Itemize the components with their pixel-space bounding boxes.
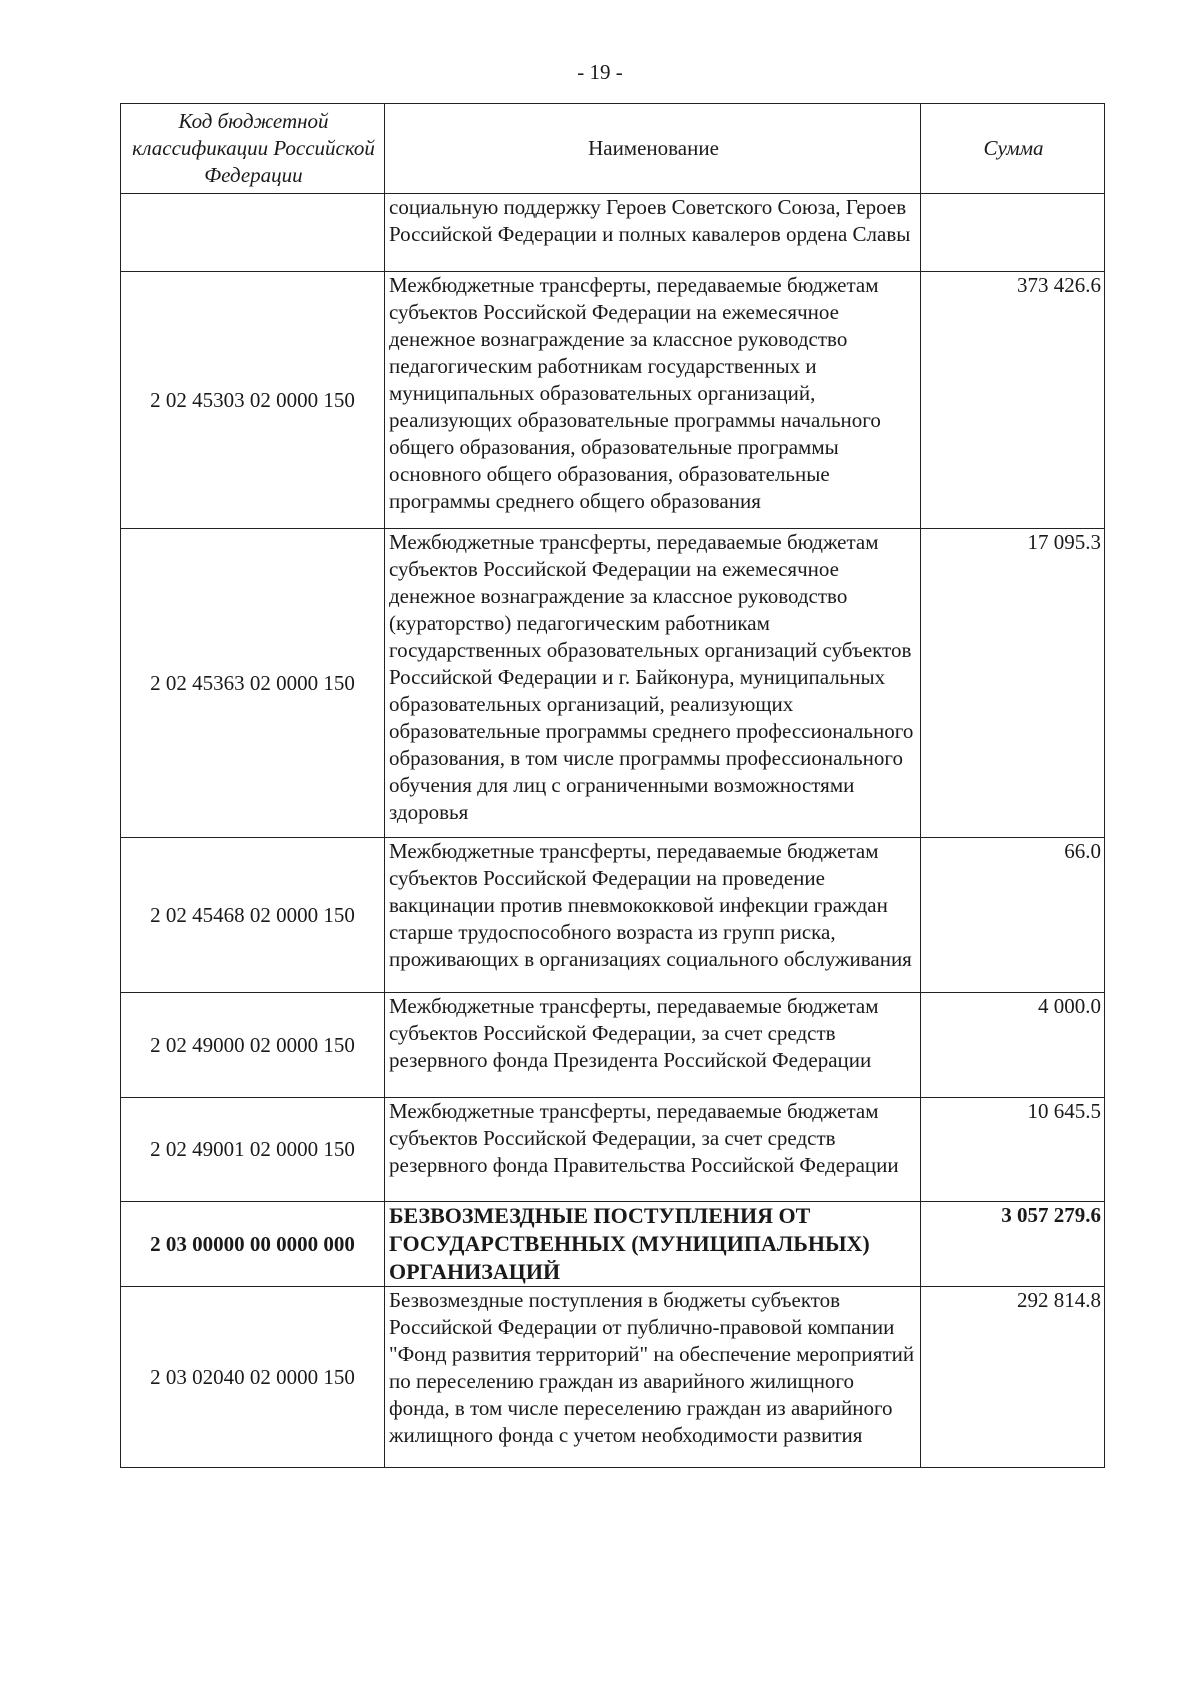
cell-sum: 17 095.3: [921, 529, 1105, 838]
budget-table: [120, 103, 1105, 1468]
cell-code: 2 02 45303 02 0000 150: [121, 272, 385, 529]
table-row: [121, 1287, 1105, 1468]
cell-code: [121, 194, 385, 272]
cell-name: Безвозмездные поступления в бюджеты субъектов Российской Федерации от публично-правовой компании "Фонд развития территорий" на обеспечение мероприятий по переселению граждан из аварийного жилищного фонда, в том числе переселению граждан из аварийного жилищного фонда с учетом необходимости развития: [385, 1287, 921, 1468]
cell-name: БЕЗВОЗМЕЗДНЫЕ ПОСТУПЛЕНИЯ ОТ ГОСУДАРСТВЕННЫХ (МУНИЦИПАЛЬНЫХ) ОРГАНИЗАЦИЙ: [385, 1202, 921, 1287]
table-row: [121, 993, 1105, 1098]
cell-name: социальную поддержку Героев Советского Союза, Героев Российской Федерации и полных кавалеров ордена Славы: [385, 194, 921, 272]
cell-code: 2 03 02040 02 0000 150: [121, 1287, 385, 1468]
cell-name: Межбюджетные трансферты, передаваемые бюджетам субъектов Российской Федерации на проведение вакцинации против пневмококковой инфекции граждан старше трудоспособного возраста из групп риска, проживающих в организациях социального обслуживания: [385, 838, 921, 993]
cell-code: 2 02 45468 02 0000 150: [121, 838, 385, 993]
table-row: [121, 1098, 1105, 1202]
cell-code: 2 03 00000 00 0000 000: [121, 1202, 385, 1287]
table-row: [121, 1202, 1105, 1287]
cell-sum: 66.0: [921, 838, 1105, 993]
header-sum: Сумма: [921, 104, 1105, 194]
cell-sum: 10 645.5: [921, 1098, 1105, 1202]
cell-sum: 292 814.8: [921, 1287, 1105, 1468]
cell-code: 2 02 49000 02 0000 150: [121, 993, 385, 1098]
cell-name: Межбюджетные трансферты, передаваемые бюджетам субъектов Российской Федерации, за счет средств резервного фонда Правительства Российской Федерации: [385, 1098, 921, 1202]
cell-sum: [921, 194, 1105, 272]
table-row: [121, 194, 1105, 272]
cell-name: Межбюджетные трансферты, передаваемые бюджетам субъектов Российской Федерации на ежемесячное денежное вознаграждение за классное руководство (кураторство) педагогическим работникам государственных образовательных организаций субъектов Российской Федерации и г. Байконура, муниципальных образовательных организаций, реализующих образовательные программы среднего профессионального образования, в том числе программы профессионального обучения для лиц с ограниченными возможностями здоровья: [385, 529, 921, 838]
table-header-row: [121, 104, 1105, 194]
page-number: - 19 -: [577, 60, 623, 84]
cell-code: 2 02 49001 02 0000 150: [121, 1098, 385, 1202]
cell-name: Межбюджетные трансферты, передаваемые бюджетам субъектов Российской Федерации на ежемесячное денежное вознаграждение за классное руководство педагогическим работникам государственных и муниципальных образовательных организаций, реализующих образовательные программы начального общего образования, образовательные программы основного общего образования, образовательные программы среднего общего образования: [385, 272, 921, 529]
cell-sum: 4 000.0: [921, 993, 1105, 1098]
cell-sum: 3 057 279.6: [921, 1202, 1105, 1287]
header-name: Наименование: [385, 104, 921, 194]
table-row: [121, 838, 1105, 993]
table-row: [121, 529, 1105, 838]
cell-name: Межбюджетные трансферты, передаваемые бюджетам субъектов Российской Федерации, за счет средств резервного фонда Президента Российской Федерации: [385, 993, 921, 1098]
header-code: Код бюджетной классификации Российской Федерации: [121, 104, 385, 194]
cell-code: 2 02 45363 02 0000 150: [121, 529, 385, 838]
cell-sum: 373 426.6: [921, 272, 1105, 529]
table-row: [121, 272, 1105, 529]
